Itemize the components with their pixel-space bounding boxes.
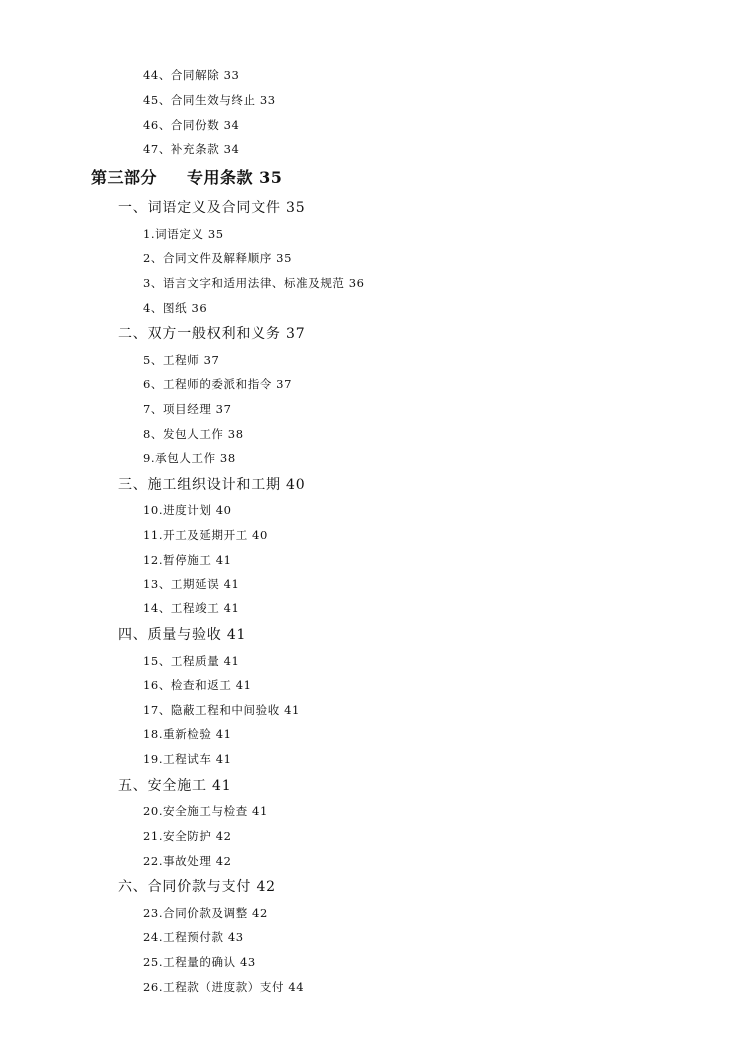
toc-entry: 24.工程预付款 43 — [143, 930, 244, 944]
toc-entry: 12.暂停施工 41 — [143, 553, 232, 567]
toc-entry: 23.合同价款及调整 42 — [143, 906, 268, 920]
toc-entry: 4、图纸 36 — [143, 301, 208, 315]
toc-entry: 15、工程质量 41 — [143, 654, 240, 668]
toc-entry: 9.承包人工作 38 — [143, 451, 236, 465]
toc-entry: 21.安全防护 42 — [143, 829, 232, 843]
toc-entry: 10.进度计划 40 — [143, 503, 232, 517]
part-label: 第三部分 — [91, 168, 158, 187]
toc-entry: 16、检查和返工 41 — [143, 678, 252, 692]
toc-section: 六、合同价款与支付 42 — [118, 879, 276, 895]
part-title: 专用条款 35 — [187, 168, 283, 187]
toc-entry: 20.安全施工与检查 41 — [143, 804, 268, 818]
toc-entry: 13、工期延误 41 — [143, 577, 240, 591]
toc-section: 四、质量与验收 41 — [118, 627, 247, 643]
toc-entry: 1.词语定义 35 — [143, 227, 224, 241]
toc-entry: 25.工程量的确认 43 — [143, 955, 256, 969]
toc-entry: 7、项目经理 37 — [143, 402, 232, 416]
toc-section: 一、词语定义及合同文件 35 — [118, 200, 306, 216]
toc-entry: 5、工程师 37 — [143, 353, 220, 367]
toc-section: 三、施工组织设计和工期 40 — [118, 477, 306, 493]
toc-entry: 18.重新检验 41 — [143, 727, 232, 741]
toc-entry: 47、补充条款 34 — [143, 142, 240, 156]
toc-part-heading — [91, 170, 282, 186]
toc-entry: 17、隐蔽工程和中间验收 41 — [143, 703, 300, 717]
toc-entry: 8、发包人工作 38 — [143, 427, 244, 441]
toc-entry: 3、语言文字和适用法律、标准及规范 36 — [143, 276, 365, 290]
toc-section: 五、安全施工 41 — [118, 778, 232, 794]
toc-entry: 44、合同解除 33 — [143, 68, 240, 82]
toc-entry: 2、合同文件及解释顺序 35 — [143, 251, 293, 265]
toc-section: 二、双方一般权利和义务 37 — [118, 326, 306, 342]
toc-entry: 22.事故处理 42 — [143, 854, 232, 868]
toc-entry: 26.工程款（进度款）支付 44 — [143, 980, 305, 994]
toc-entry: 46、合同份数 34 — [143, 118, 240, 132]
toc-entry: 11.开工及延期开工 40 — [143, 528, 268, 542]
toc-entry: 19.工程试车 41 — [143, 752, 232, 766]
toc-entry: 6、工程师的委派和指令 37 — [143, 377, 293, 391]
toc-entry: 14、工程竣工 41 — [143, 601, 240, 615]
toc-entry: 45、合同生效与终止 33 — [143, 93, 276, 107]
